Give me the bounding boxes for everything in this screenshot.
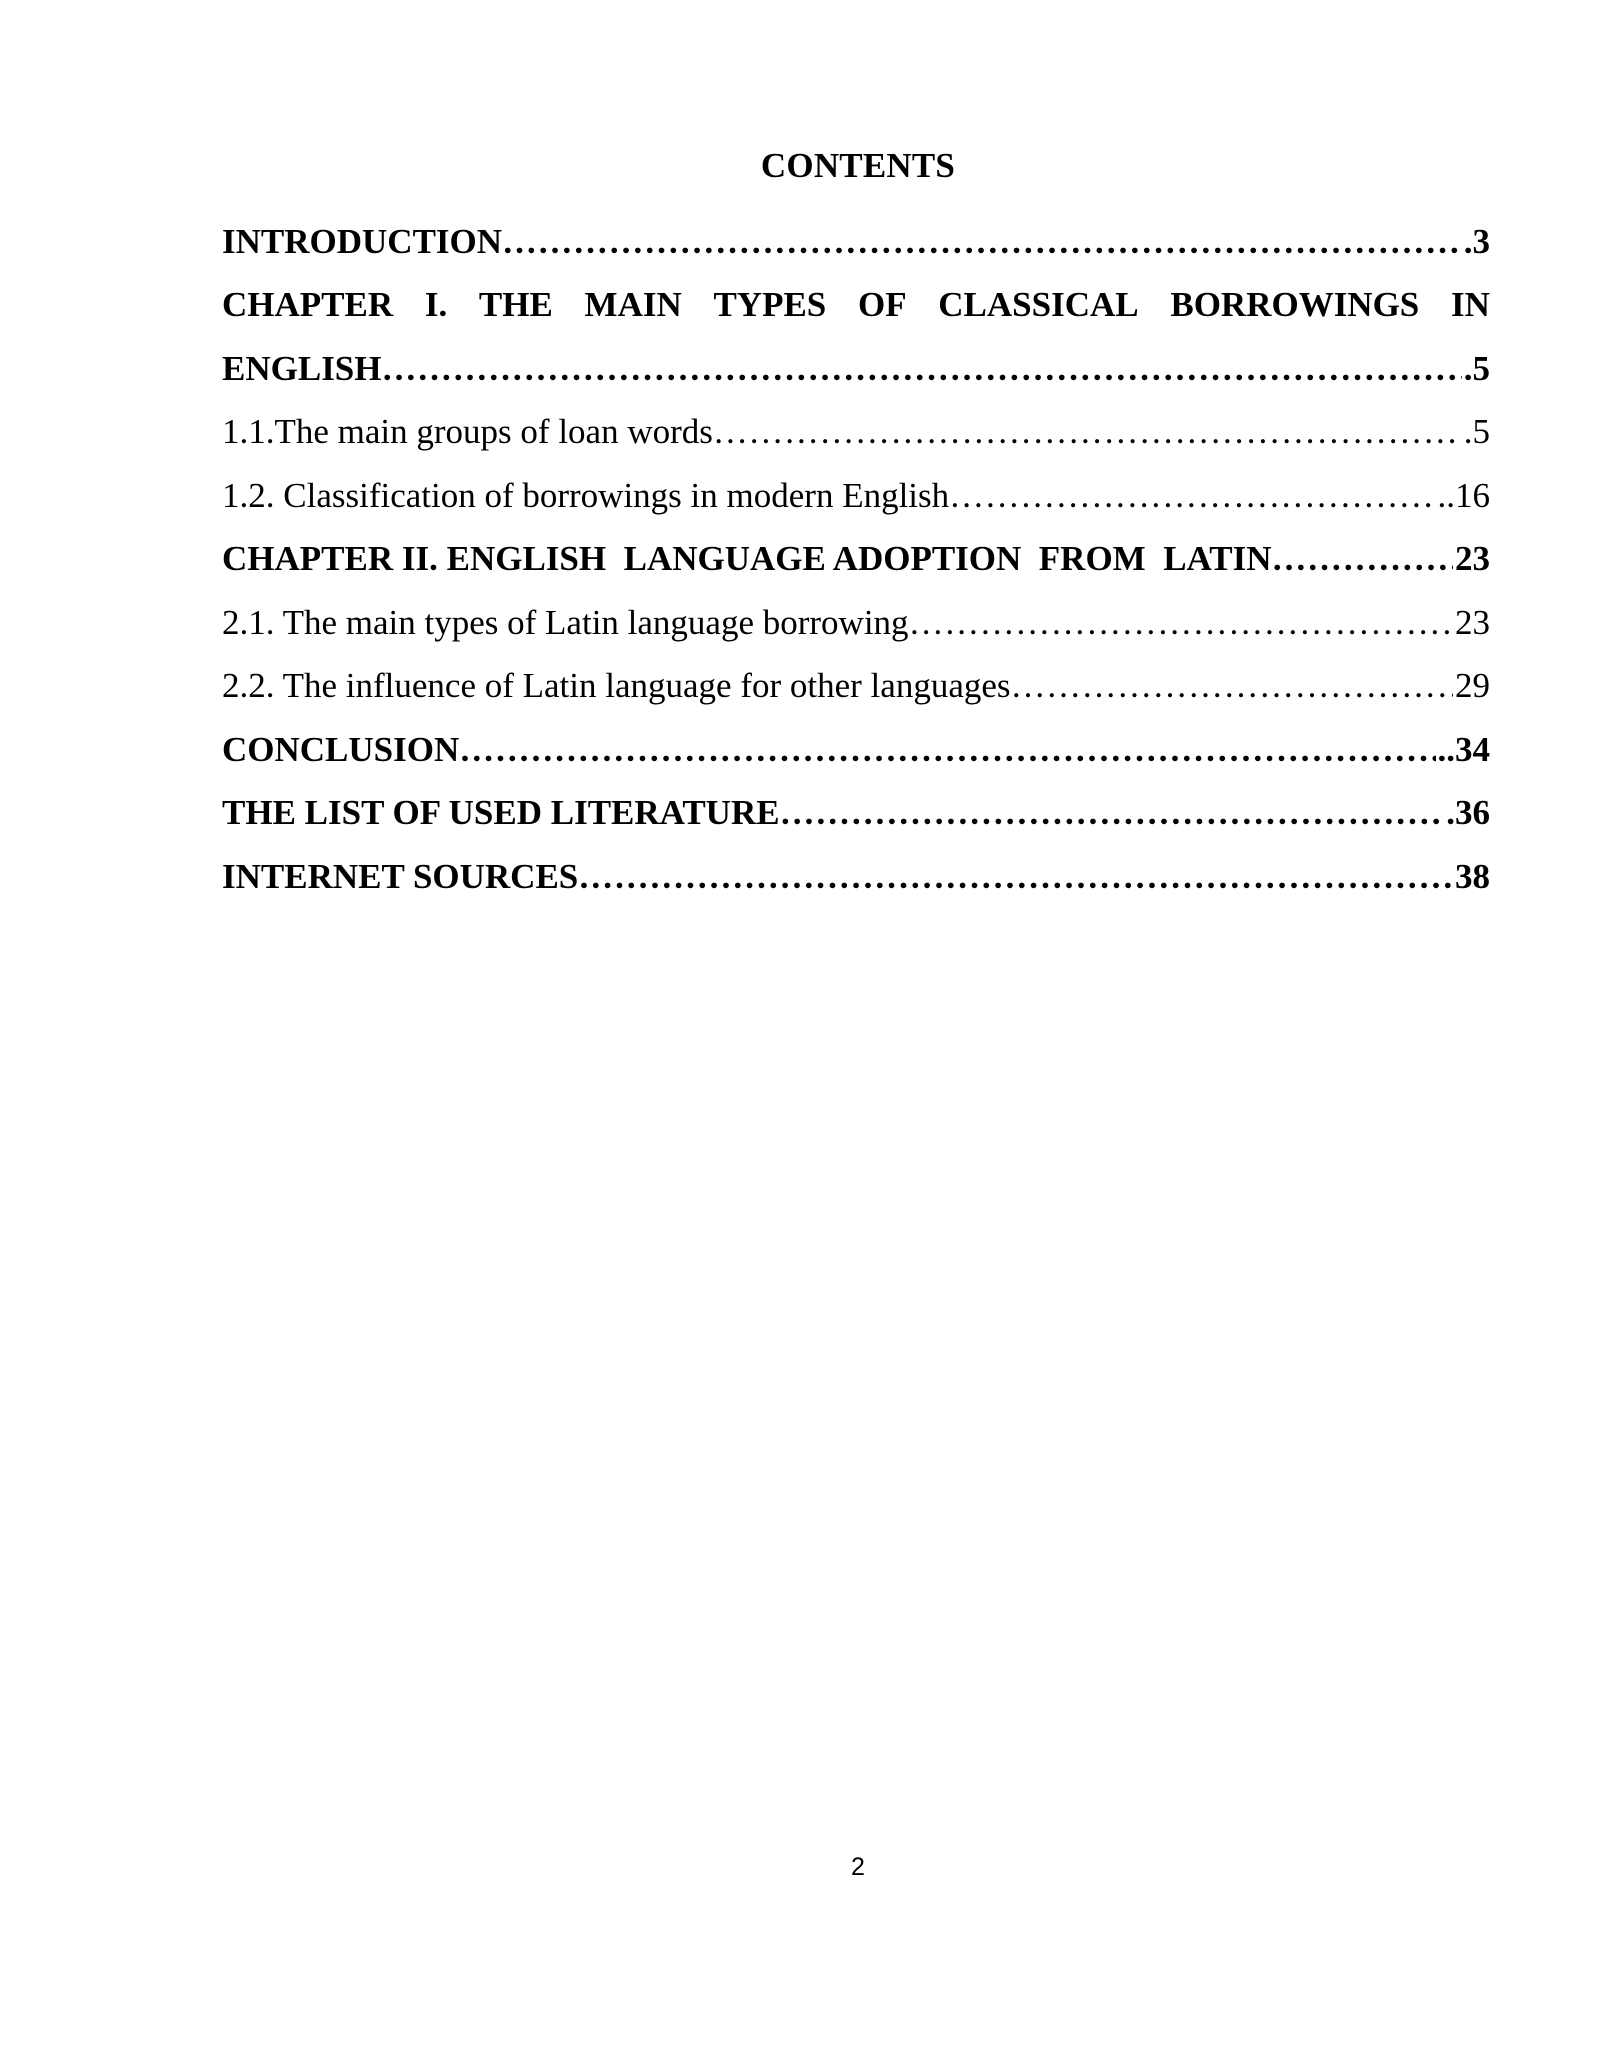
toc-page-number: 29 — [1455, 666, 1490, 706]
toc-page-number: .5 — [1463, 412, 1490, 452]
toc-entry-section-2-1[interactable] — [222, 591, 1490, 655]
toc-page-number: ..16 — [1437, 475, 1490, 515]
page-number: 2 — [851, 1853, 865, 1881]
table-of-contents — [222, 210, 1490, 909]
dot-leader — [459, 730, 1435, 770]
dot-leader — [382, 349, 1462, 389]
toc-word: THE — [478, 285, 553, 325]
toc-page-number: ..34 — [1437, 729, 1490, 769]
toc-word: MAIN — [584, 285, 682, 325]
toc-entry-label: CONCLUSION — [222, 729, 460, 769]
toc-entry-label: 2.1. The main types of Latin language borrowing — [222, 602, 909, 642]
toc-entry-conclusion[interactable] — [222, 718, 1490, 782]
toc-page-number: 23 — [1455, 602, 1490, 642]
dot-leader — [1011, 666, 1453, 706]
toc-entry-section-1-1[interactable] — [222, 401, 1490, 465]
toc-word: BORROWINGS — [1170, 285, 1420, 325]
toc-entry-chapter-1[interactable] — [222, 274, 1490, 338]
toc-entry-label: 1.2. Classification of borrowings in modern English — [222, 475, 950, 515]
toc-word: IN — [1450, 285, 1490, 325]
toc-entry-introduction[interactable] — [222, 210, 1490, 274]
dot-leader — [502, 222, 1462, 262]
toc-entry-label: INTERNET SOURCES — [222, 856, 579, 896]
toc-entry-literature[interactable] — [222, 782, 1490, 846]
dot-leader — [713, 412, 1462, 452]
toc-entry-label: THE LIST OF USED LITERATURE — [222, 793, 780, 833]
toc-entry-label: 2.2. The influence of Latin language for other languages — [222, 666, 1011, 706]
dot-leader — [909, 603, 1453, 643]
toc-page-number: 38 — [1455, 856, 1490, 896]
dot-leader — [1271, 539, 1453, 579]
toc-entry-label: 1.1.The main groups of loan words — [222, 412, 713, 452]
toc-entry-section-2-2[interactable] — [222, 655, 1490, 719]
toc-entry-section-1-2[interactable] — [222, 464, 1490, 528]
dot-leader — [780, 793, 1445, 833]
toc-entry-label: ENGLISH — [222, 348, 382, 388]
toc-entry-chapter-2[interactable] — [222, 528, 1490, 592]
toc-word: CHAPTER — [222, 285, 394, 325]
toc-entry-chapter-1-continued[interactable] — [222, 337, 1490, 401]
toc-entry-internet-sources[interactable] — [222, 845, 1490, 909]
toc-word: OF — [857, 285, 907, 325]
dot-leader — [578, 857, 1453, 897]
dot-leader — [949, 476, 1435, 516]
toc-entry-label: CHAPTER II. ENGLISH LANGUAGE ADOPTION FROM LATIN — [222, 539, 1272, 579]
toc-word: I. — [424, 285, 448, 325]
toc-word: TYPES — [713, 285, 827, 325]
toc-page-number: .5 — [1463, 348, 1490, 388]
toc-entry-label: INTRODUCTION — [222, 221, 503, 261]
toc-page-number: .36 — [1446, 793, 1490, 833]
toc-page-number: 23 — [1455, 539, 1490, 579]
toc-page-number: .3 — [1463, 221, 1490, 261]
contents-heading: CONTENTS — [760, 146, 956, 185]
toc-word: CLASSICAL — [938, 285, 1139, 325]
